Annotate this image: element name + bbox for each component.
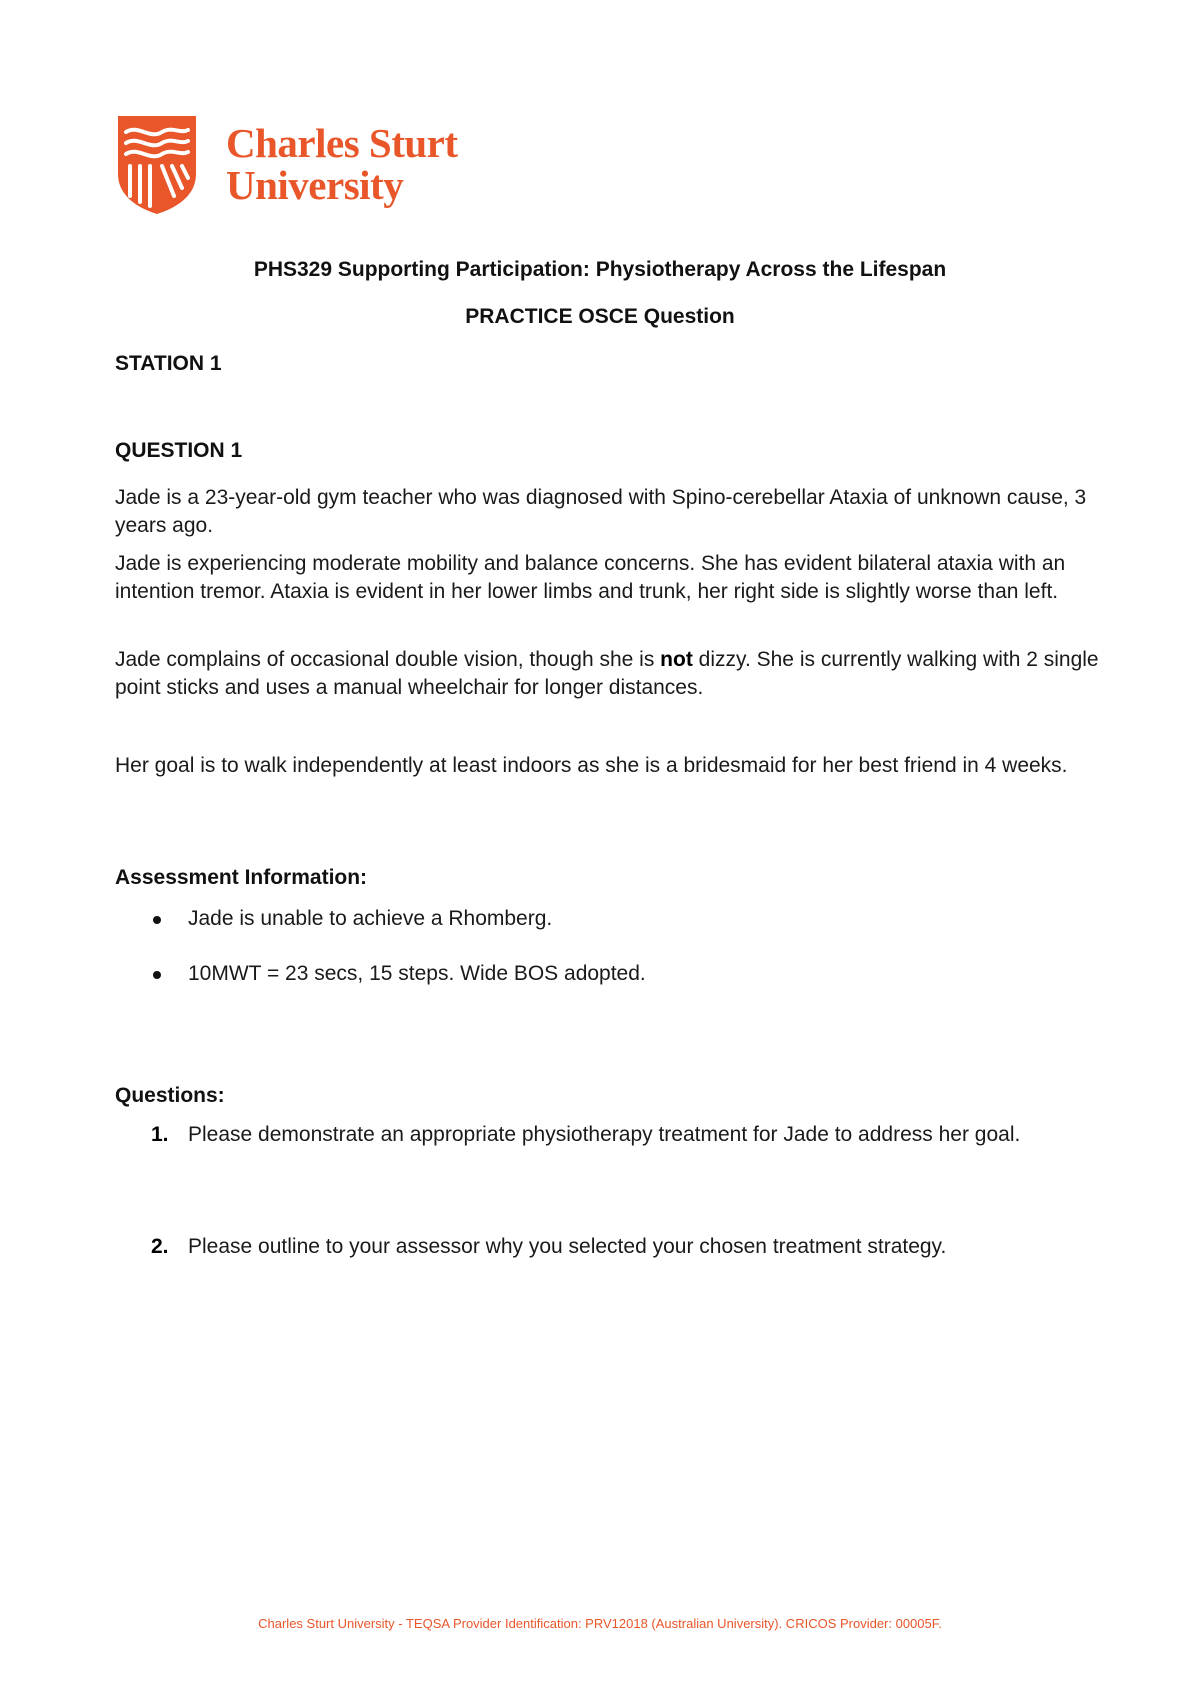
question-text: Please outline to your assessor why you selected your chosen treatment strategy. bbox=[188, 1235, 947, 1258]
assessment-item bbox=[115, 907, 552, 931]
wordmark-line-1: Charles Sturt bbox=[226, 120, 458, 166]
question-number: 2. bbox=[151, 1235, 169, 1258]
scenario-paragraph-2: Jade is experiencing moderate mobility and balance concerns. She has evident bilateral ataxia with an intention tremor. Ataxia is evident in her lower limbs and trunk, her right side is slightly worse than left. bbox=[115, 552, 1066, 603]
wordmark-line-2: University bbox=[226, 162, 404, 208]
assessment-item-text: Jade is unable to achieve a Rhomberg. bbox=[188, 907, 553, 930]
bullet-icon bbox=[115, 962, 188, 986]
station-heading: STATION 1 bbox=[115, 352, 222, 375]
question-text: Please demonstrate an appropriate physiotherapy treatment for Jade to address her goal. bbox=[188, 1123, 1021, 1146]
page-footer: Charles Sturt University - TEQSA Provider Identification: PRV12018 (Australian University). CRICOS Provider: 00005F. bbox=[258, 1616, 942, 1631]
scenario-goal-paragraph: Her goal is to walk independently at least indoors as she is a bridesmaid for her best friend in 4 weeks. bbox=[115, 754, 1068, 777]
question-number: 1. bbox=[151, 1123, 169, 1146]
university-wordmark bbox=[226, 122, 458, 206]
question-item bbox=[115, 1121, 1100, 1149]
assessment-item-text: 10MWT = 23 secs, 15 steps. Wide BOS adopted. bbox=[188, 962, 646, 985]
emphasis-not: not bbox=[660, 648, 693, 671]
university-crest-icon bbox=[114, 112, 200, 216]
questions-heading: Questions: bbox=[115, 1084, 225, 1107]
paragraph-3-end: dizzy. She is currently walking with 2 single point sticks and uses a manual wheelchair for longer distances. bbox=[115, 648, 1099, 699]
assessment-heading: Assessment Information: bbox=[115, 866, 368, 889]
university-logo bbox=[114, 112, 458, 216]
paragraph-3-start: Jade complains of occasional double vision, though she is bbox=[115, 648, 661, 671]
scenario-paragraph-1: Jade is a 23-year-old gym teacher who was diagnosed with Spino-cerebellar Ataxia of unknown cause, 3 years ago. bbox=[115, 486, 1087, 537]
bullet-icon bbox=[115, 907, 188, 931]
assessment-item bbox=[115, 962, 646, 986]
question-item bbox=[115, 1233, 1100, 1261]
course-title: PHS329 Supporting Participation: Physiotherapy Across the Lifespan bbox=[253, 258, 947, 281]
scenario-paragraph-3 bbox=[115, 646, 1100, 702]
question-heading: QUESTION 1 bbox=[115, 439, 243, 462]
document-subtitle: PRACTICE OSCE Question bbox=[465, 305, 735, 328]
